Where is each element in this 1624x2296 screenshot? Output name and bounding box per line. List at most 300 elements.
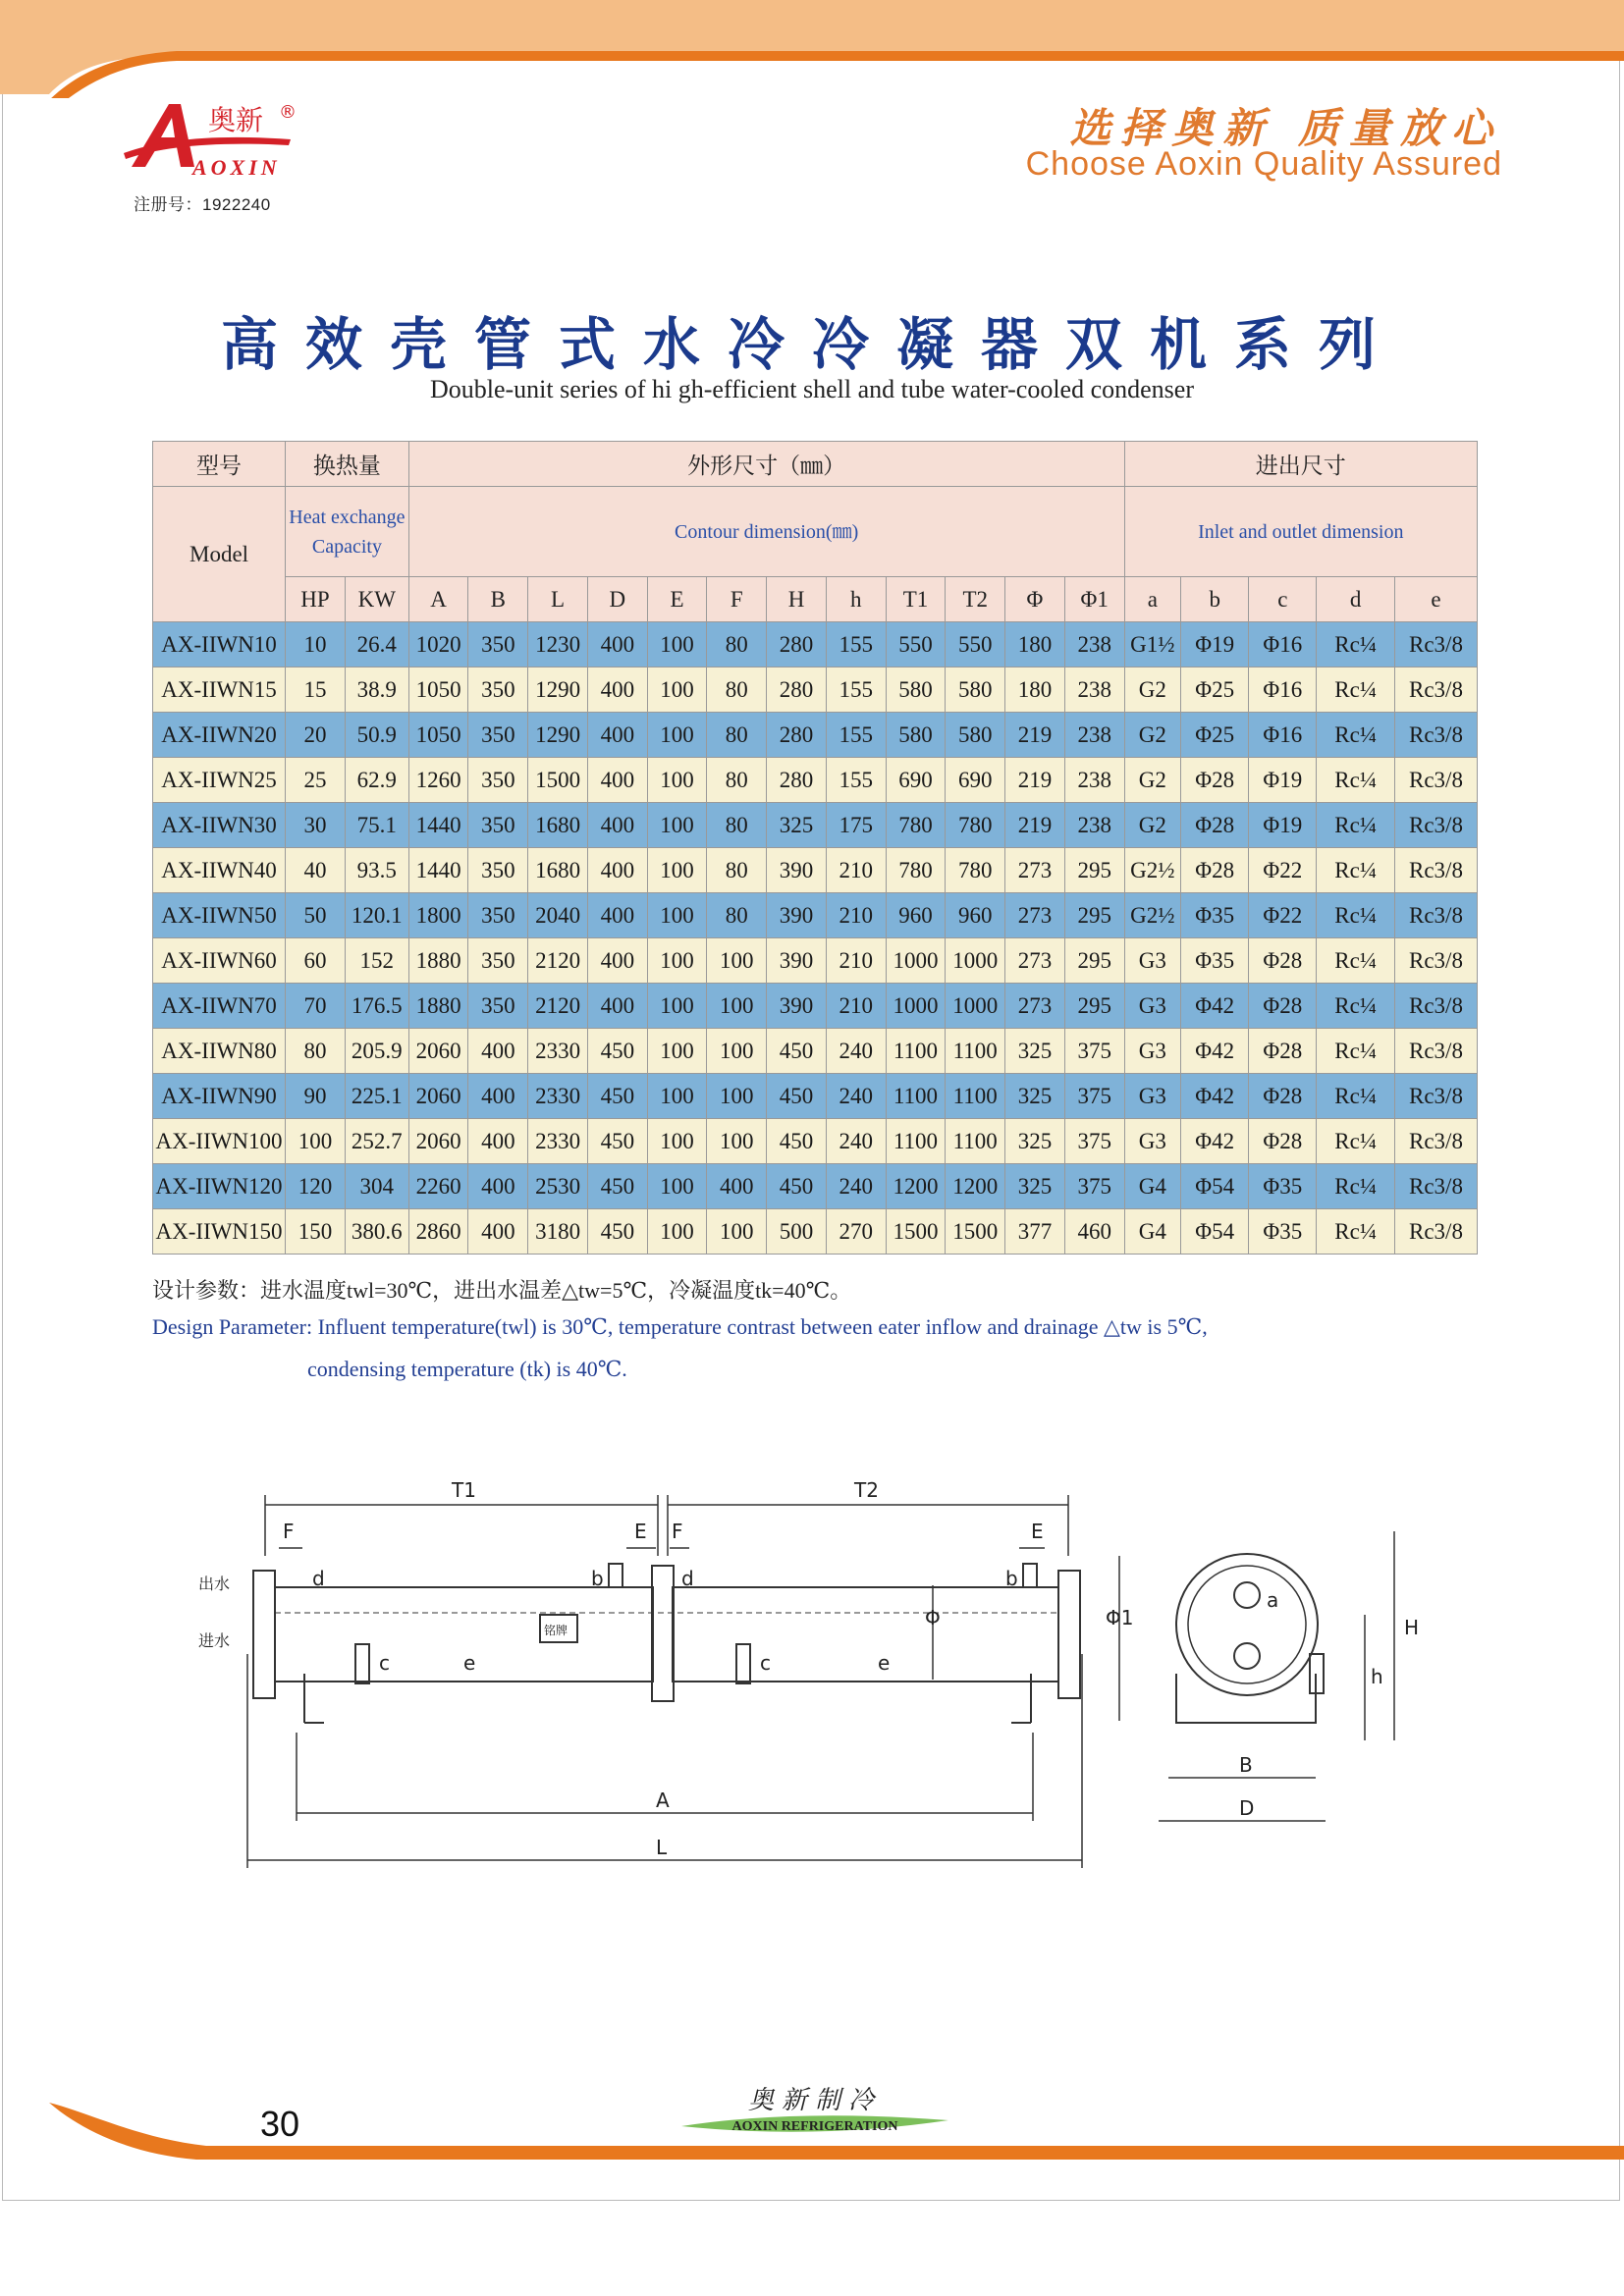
table-cell: 1020: [408, 622, 468, 667]
table-cell: G3: [1124, 1029, 1181, 1074]
table-cell: G2: [1124, 803, 1181, 848]
column-header: A: [408, 577, 468, 622]
table-cell: Φ19: [1181, 622, 1249, 667]
table-cell: 325: [1005, 1164, 1065, 1209]
design-note-cn: 设计参数：进水温度twl=30℃，进出水温差△tw=5℃，冷凝温度tk=40℃。: [152, 1278, 852, 1303]
table-cell: 2330: [528, 1074, 588, 1119]
label-b-right: b: [1005, 1567, 1018, 1590]
table-cell: 400: [587, 893, 647, 938]
table-cell: 120.1: [345, 893, 408, 938]
end-view-shell: [1176, 1554, 1318, 1695]
table-cell: Rc3/8: [1394, 1209, 1477, 1255]
table-cell: G2½: [1124, 848, 1181, 893]
table-cell: Φ42: [1181, 1074, 1249, 1119]
label-d-mid: d: [681, 1567, 694, 1590]
table-cell: 350: [468, 848, 528, 893]
label-b-mid: b: [591, 1567, 604, 1590]
column-header: L: [528, 577, 588, 622]
table-cell: 1230: [528, 622, 588, 667]
column-header: a: [1124, 577, 1181, 622]
condenser-drawing: [187, 1428, 1443, 1968]
table-cell: Rc3/8: [1394, 1164, 1477, 1209]
table-cell: 273: [1005, 848, 1065, 893]
table-cell: 238: [1064, 713, 1124, 758]
table-cell: G3: [1124, 1074, 1181, 1119]
table-cell: 100: [647, 1029, 707, 1074]
label-f-mid: F: [672, 1520, 683, 1543]
table-cell: 100: [707, 1029, 767, 1074]
design-note-en-line1: Design Parameter: Influent temperature(twl) is 30℃, temperature contrast between eater inflow and drainage △tw is 5℃,: [152, 1314, 1208, 1339]
logo-a-mark: [132, 104, 194, 167]
table-cell: Φ35: [1181, 893, 1249, 938]
label-e-mid: E: [634, 1520, 647, 1543]
table-cell: 1000: [946, 984, 1005, 1029]
table-cell: 450: [587, 1209, 647, 1255]
table-cell: 1000: [946, 938, 1005, 984]
label-d-dim: D: [1239, 1796, 1255, 1820]
column-header: Φ: [1005, 577, 1065, 622]
table-cell: Φ28: [1181, 758, 1249, 803]
table-cell: 375: [1064, 1029, 1124, 1074]
label-c-right: c: [760, 1651, 771, 1675]
shell-body: [253, 1564, 1080, 1723]
table-cell: 100: [647, 1074, 707, 1119]
table-cell: 390: [767, 984, 827, 1029]
table-cell: Rc¼: [1317, 1164, 1395, 1209]
table-cell: 1100: [886, 1074, 946, 1119]
table-cell: Rc3/8: [1394, 713, 1477, 758]
table-cell: Φ35: [1181, 938, 1249, 984]
table-cell: Rc¼: [1317, 984, 1395, 1029]
table-cell: 580: [886, 667, 946, 713]
table-cell: 80: [707, 848, 767, 893]
table-cell: Rc¼: [1317, 667, 1395, 713]
end-view-stand: [1176, 1674, 1316, 1723]
table-cell: 460: [1064, 1209, 1124, 1255]
top-band-orange-stripe: [47, 51, 1624, 98]
table-cell: 450: [587, 1029, 647, 1074]
table-cell: 50: [286, 893, 346, 938]
table-cell: Φ28: [1249, 1029, 1317, 1074]
table-cell: 1100: [886, 1119, 946, 1164]
table-cell: Φ28: [1181, 803, 1249, 848]
column-header: HP: [286, 577, 346, 622]
table-cell: 780: [946, 848, 1005, 893]
table-cell: 1680: [528, 803, 588, 848]
table-row: [153, 1029, 1478, 1074]
table-cell: 155: [826, 713, 886, 758]
table-cell: 100: [647, 1119, 707, 1164]
table-cell: 100: [647, 984, 707, 1029]
table-cell: 120: [286, 1164, 346, 1209]
header-model-en: Model: [153, 487, 286, 622]
table-cell: Φ35: [1249, 1209, 1317, 1255]
spec-table: [152, 441, 1478, 1255]
column-header: Φ1: [1064, 577, 1124, 622]
label-c-left: c: [379, 1651, 390, 1675]
table-cell: 375: [1064, 1074, 1124, 1119]
table-cell: 1880: [408, 984, 468, 1029]
table-cell: 155: [826, 758, 886, 803]
table-cell: 450: [767, 1029, 827, 1074]
table-cell: 450: [767, 1074, 827, 1119]
table-cell: 2060: [408, 1074, 468, 1119]
table-cell: 450: [767, 1164, 827, 1209]
table-cell: 2060: [408, 1119, 468, 1164]
table-cell: Φ42: [1181, 1119, 1249, 1164]
table-cell: 155: [826, 622, 886, 667]
label-d-left: d: [312, 1567, 325, 1590]
model-cell: AX-IIWN80: [153, 1029, 286, 1074]
table-cell: 219: [1005, 803, 1065, 848]
table-cell: 80: [286, 1029, 346, 1074]
table-cell: 2260: [408, 1164, 468, 1209]
table-cell: 2530: [528, 1164, 588, 1209]
table-cell: Rc¼: [1317, 1029, 1395, 1074]
table-cell: Φ16: [1249, 622, 1317, 667]
table-cell: 2120: [528, 984, 588, 1029]
table-cell: 377: [1005, 1209, 1065, 1255]
table-cell: G3: [1124, 938, 1181, 984]
table-cell: 80: [707, 758, 767, 803]
table-cell: Φ42: [1181, 1029, 1249, 1074]
registration-number: 注册号：1922240: [134, 195, 271, 214]
table-cell: Φ54: [1181, 1209, 1249, 1255]
table-cell: 350: [468, 803, 528, 848]
column-header: b: [1181, 577, 1249, 622]
model-cell: AX-IIWN100: [153, 1119, 286, 1164]
table-cell: 350: [468, 622, 528, 667]
model-cell: AX-IIWN40: [153, 848, 286, 893]
table-cell: 500: [767, 1209, 827, 1255]
table-cell: 1000: [886, 984, 946, 1029]
table-cell: 304: [345, 1164, 408, 1209]
port-b-left: [609, 1564, 623, 1587]
table-cell: 1100: [946, 1119, 1005, 1164]
table-cell: Rc3/8: [1394, 1029, 1477, 1074]
footer-brand-logo: [677, 2079, 952, 2142]
table-cell: 400: [587, 938, 647, 984]
table-cell: 100: [647, 848, 707, 893]
table-cell: 400: [587, 713, 647, 758]
table-cell: Rc3/8: [1394, 848, 1477, 893]
table-cell: 280: [767, 758, 827, 803]
table-cell: 80: [707, 803, 767, 848]
table-cell: Φ42: [1181, 984, 1249, 1029]
model-cell: AX-IIWN90: [153, 1074, 286, 1119]
table-cell: Φ19: [1249, 803, 1317, 848]
table-cell: 100: [647, 803, 707, 848]
table-row: [153, 848, 1478, 893]
label-t2: T2: [854, 1478, 879, 1502]
slogan-en: Choose Aoxin Quality Assured: [1025, 145, 1502, 183]
table-row: [153, 938, 1478, 984]
table-cell: 238: [1064, 667, 1124, 713]
end-view: [1176, 1554, 1324, 1723]
column-header: F: [707, 577, 767, 622]
table-cell: 3180: [528, 1209, 588, 1255]
table-cell: 325: [1005, 1119, 1065, 1164]
table-cell: 1260: [408, 758, 468, 803]
label-t1: T1: [452, 1478, 476, 1502]
table-cell: Rc¼: [1317, 1119, 1395, 1164]
table-cell: 100: [707, 938, 767, 984]
table-cell: Rc¼: [1317, 938, 1395, 984]
table-cell: 210: [826, 984, 886, 1029]
header-inlet-cn: 进出尺寸: [1124, 442, 1477, 487]
table-cell: 400: [468, 1209, 528, 1255]
table-cell: 2060: [408, 1029, 468, 1074]
label-h-lower: h: [1371, 1665, 1383, 1688]
table-row: [153, 667, 1478, 713]
table-cell: 155: [826, 667, 886, 713]
table-cell: 1290: [528, 713, 588, 758]
label-inlet-cn: 进水: [198, 1631, 231, 1650]
table-cell: 225.1: [345, 1074, 408, 1119]
table-row: [153, 1164, 1478, 1209]
table-cell: 238: [1064, 803, 1124, 848]
table-cell: 152: [345, 938, 408, 984]
table-cell: Φ25: [1181, 713, 1249, 758]
table-cell: 280: [767, 713, 827, 758]
table-cell: Rc¼: [1317, 1209, 1395, 1255]
table-cell: 550: [886, 622, 946, 667]
table-cell: 238: [1064, 758, 1124, 803]
valve-c-left: [355, 1644, 369, 1683]
table-cell: 210: [826, 848, 886, 893]
label-b-dim: B: [1239, 1753, 1253, 1777]
table-row: [153, 758, 1478, 803]
column-header: e: [1394, 577, 1477, 622]
label-e-right-port: e: [878, 1651, 891, 1675]
table-cell: 60: [286, 938, 346, 984]
table-cell: Φ25: [1181, 667, 1249, 713]
header-contour-cn: 外形尺寸（㎜）: [408, 442, 1124, 487]
table-cell: 252.7: [345, 1119, 408, 1164]
table-cell: 325: [1005, 1029, 1065, 1074]
table-cell: 2040: [528, 893, 588, 938]
table-cell: 390: [767, 848, 827, 893]
table-cell: Φ28: [1249, 1119, 1317, 1164]
table-cell: 1440: [408, 848, 468, 893]
table-cell: 690: [946, 758, 1005, 803]
table-cell: 238: [1064, 622, 1124, 667]
table-cell: G2½: [1124, 893, 1181, 938]
column-header: KW: [345, 577, 408, 622]
table-cell: Rc¼: [1317, 758, 1395, 803]
table-cell: 219: [1005, 758, 1065, 803]
table-cell: 350: [468, 713, 528, 758]
table-cell: Rc3/8: [1394, 1074, 1477, 1119]
page-number: 30: [260, 2104, 300, 2144]
table-cell: 240: [826, 1029, 886, 1074]
label-e-left: e: [463, 1651, 476, 1675]
table-cell: 400: [468, 1164, 528, 1209]
table-cell: 450: [587, 1119, 647, 1164]
table-cell: 1800: [408, 893, 468, 938]
table-cell: 80: [707, 893, 767, 938]
column-header: H: [767, 577, 827, 622]
table-row: [153, 713, 1478, 758]
column-header: D: [587, 577, 647, 622]
table-cell: 30: [286, 803, 346, 848]
table-cell: 390: [767, 893, 827, 938]
table-cell: 375: [1064, 1164, 1124, 1209]
table-cell: Φ28: [1181, 848, 1249, 893]
table-cell: 1200: [886, 1164, 946, 1209]
table-cell: 400: [587, 984, 647, 1029]
table-cell: 1500: [528, 758, 588, 803]
end-view-port-top: [1234, 1582, 1260, 1608]
table-cell: Rc3/8: [1394, 938, 1477, 984]
table-cell: 1000: [886, 938, 946, 984]
table-row: [153, 1074, 1478, 1119]
table-cell: 400: [587, 758, 647, 803]
table-cell: 70: [286, 984, 346, 1029]
table-cell: 219: [1005, 713, 1065, 758]
table-cell: G4: [1124, 1209, 1181, 1255]
table-cell: 295: [1064, 984, 1124, 1029]
table-cell: 273: [1005, 893, 1065, 938]
table-cell: Rc3/8: [1394, 893, 1477, 938]
table-cell: 1050: [408, 667, 468, 713]
table-cell: Rc3/8: [1394, 758, 1477, 803]
table-cell: 400: [468, 1074, 528, 1119]
table-cell: 100: [647, 1164, 707, 1209]
table-cell: G3: [1124, 984, 1181, 1029]
table-cell: 2120: [528, 938, 588, 984]
table-cell: 375: [1064, 1119, 1124, 1164]
column-header: T2: [946, 577, 1005, 622]
table-cell: 780: [886, 803, 946, 848]
table-cell: Φ28: [1249, 938, 1317, 984]
table-cell: 100: [647, 893, 707, 938]
table-cell: 100: [647, 758, 707, 803]
label-a-port: a: [1267, 1588, 1279, 1612]
label-phi: Φ: [925, 1606, 941, 1629]
logo-registered-mark: ®: [279, 102, 297, 123]
table-cell: Rc3/8: [1394, 667, 1477, 713]
table-cell: Φ28: [1249, 984, 1317, 1029]
table-cell: 80: [707, 667, 767, 713]
table-cell: 175: [826, 803, 886, 848]
brand-logo: [124, 96, 320, 187]
table-cell: 75.1: [345, 803, 408, 848]
table-cell: 390: [767, 938, 827, 984]
table-cell: Φ54: [1181, 1164, 1249, 1209]
valve-c-right: [736, 1644, 750, 1683]
end-view-port-bottom: [1234, 1643, 1260, 1669]
table-cell: 80: [707, 713, 767, 758]
top-header-band: [0, 0, 1624, 98]
page-title-en: Double-unit series of hi gh-efficient shell and tube water-cooled condenser: [429, 375, 1194, 403]
table-row: [153, 984, 1478, 1029]
header-model-cn: 型号: [153, 442, 286, 487]
table-cell: 295: [1064, 893, 1124, 938]
header-capacity-en: Heat exchange Capacity: [286, 487, 409, 577]
table-cell: 580: [946, 713, 1005, 758]
table-cell: 100: [707, 1209, 767, 1255]
table-cell: Φ19: [1249, 758, 1317, 803]
table-cell: 100: [707, 1074, 767, 1119]
model-cell: AX-IIWN70: [153, 984, 286, 1029]
footer-brand-cn: 奥新制冷: [747, 2086, 883, 2115]
table-cell: G3: [1124, 1119, 1181, 1164]
table-cell: 15: [286, 667, 346, 713]
table-cell: 960: [886, 893, 946, 938]
table-cell: G4: [1124, 1164, 1181, 1209]
table-cell: 176.5: [345, 984, 408, 1029]
table-cell: 90: [286, 1074, 346, 1119]
table-cell: 100: [647, 713, 707, 758]
drawing-labels: [198, 1478, 1419, 1859]
table-cell: 1880: [408, 938, 468, 984]
table-cell: 690: [886, 758, 946, 803]
table-cell: 400: [468, 1119, 528, 1164]
table-cell: 1680: [528, 848, 588, 893]
table-row: [153, 893, 1478, 938]
right-flange: [1058, 1571, 1080, 1698]
column-header: h: [826, 577, 886, 622]
model-cell: AX-IIWN60: [153, 938, 286, 984]
table-cell: 100: [647, 938, 707, 984]
top-band-peach: [0, 0, 1624, 94]
table-cell: 205.9: [345, 1029, 408, 1074]
table-cell: 62.9: [345, 758, 408, 803]
table-cell: 1050: [408, 713, 468, 758]
model-cell: AX-IIWN10: [153, 622, 286, 667]
table-cell: Φ22: [1249, 848, 1317, 893]
design-note-en-line2: condensing temperature (tk) is 40℃.: [307, 1357, 627, 1381]
label-a-dim: A: [656, 1789, 670, 1812]
table-cell: 325: [767, 803, 827, 848]
table-cell: 400: [587, 667, 647, 713]
table-cell: 1100: [946, 1074, 1005, 1119]
table-cell: 1200: [946, 1164, 1005, 1209]
header-contour-en: Contour dimension(㎜): [408, 487, 1124, 577]
table-cell: 10: [286, 622, 346, 667]
table-cell: 100: [647, 622, 707, 667]
table-row: [153, 1119, 1478, 1164]
table-cell: 280: [767, 622, 827, 667]
table-cell: 580: [886, 713, 946, 758]
table-cell: 1100: [946, 1029, 1005, 1074]
table-cell: 180: [1005, 667, 1065, 713]
table-cell: 580: [946, 667, 1005, 713]
table-cell: Φ16: [1249, 667, 1317, 713]
table-cell: 273: [1005, 984, 1065, 1029]
shell-right: [673, 1587, 1058, 1682]
table-cell: 2860: [408, 1209, 468, 1255]
table-cell: 400: [468, 1029, 528, 1074]
column-header: E: [647, 577, 707, 622]
label-e-right: E: [1031, 1520, 1044, 1543]
table-cell: 100: [286, 1119, 346, 1164]
table-cell: 400: [707, 1164, 767, 1209]
table-cell: 2330: [528, 1029, 588, 1074]
model-cell: AX-IIWN25: [153, 758, 286, 803]
table-cell: 210: [826, 938, 886, 984]
table-cell: 350: [468, 893, 528, 938]
table-cell: 780: [886, 848, 946, 893]
model-cell: AX-IIWN15: [153, 667, 286, 713]
table-cell: 80: [707, 622, 767, 667]
model-cell: AX-IIWN120: [153, 1164, 286, 1209]
label-h-upper: H: [1404, 1616, 1420, 1639]
column-header: T1: [886, 577, 946, 622]
table-cell: 450: [587, 1164, 647, 1209]
table-cell: 2330: [528, 1119, 588, 1164]
